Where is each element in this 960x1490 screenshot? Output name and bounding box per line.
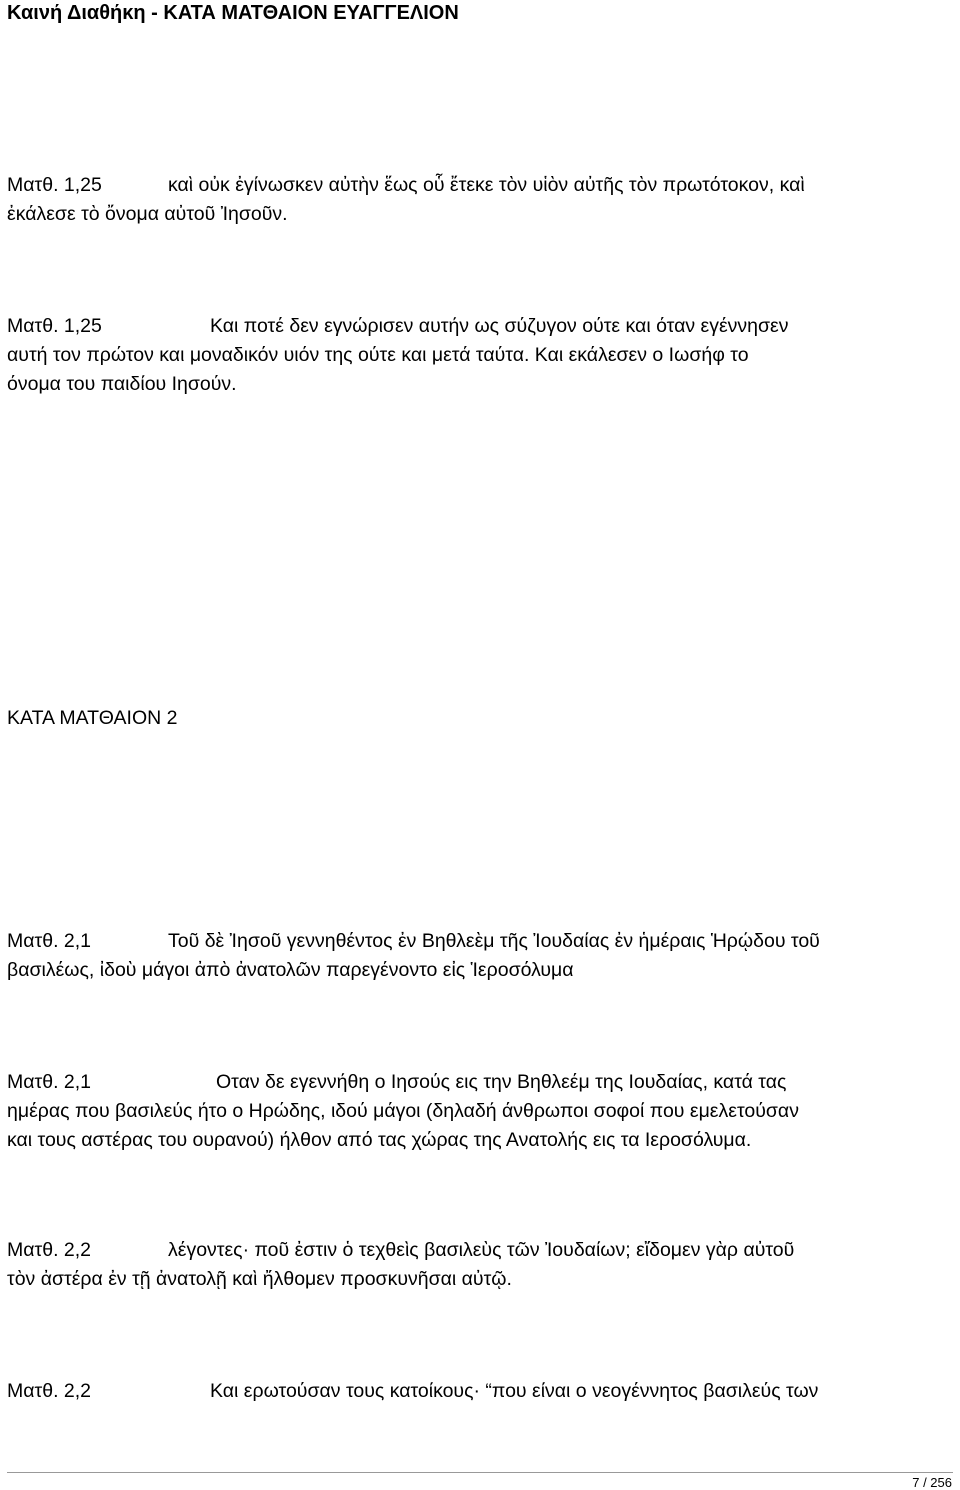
verse-line	[7, 1068, 799, 1097]
verse-ref: Ματθ. 2,1	[7, 1071, 92, 1093]
verse-line	[7, 312, 788, 341]
verse-ref: Ματθ. 2,2	[7, 1380, 92, 1402]
chapter-heading: ΚΑΤΑ ΜΑΤΘΑΙΟΝ 2	[7, 707, 178, 729]
verse-line: και τους αστέρας του ουρανού) ήλθον από τας χώρας της Ανατολής εις τα Ιεροσόλυμα.	[7, 1129, 752, 1151]
verse-line: τὸν ἀστέρα ἐν τῇ ἀνατολῇ καὶ ἤλθομεν προσκυνῆσαι αὐτῷ.	[7, 1268, 512, 1290]
verse-text: Και ποτέ δεν εγνώρισεν αυτήν ως σύζυγον ούτε και όταν εγέννησεν	[210, 315, 789, 337]
verse-line	[7, 1236, 794, 1265]
verse-block	[7, 171, 805, 229]
footer-divider	[7, 1472, 953, 1473]
page-title: Καινή Διαθήκη - ΚΑΤΑ ΜΑΤΘΑΙΟΝ ΕΥΑΓΓΕΛΙΟΝ	[7, 2, 459, 24]
verse-ref: Ματθ. 1,25	[7, 174, 102, 196]
verse-block	[7, 1068, 799, 1155]
verse-line: αυτή τον πρώτον και μοναδικόν υιόν της ούτε και μετά ταύτα. Και εκάλεσεν ο Ιωσήφ το	[7, 344, 749, 366]
verse-block	[7, 927, 820, 985]
verse-text: λέγοντες· ποῦ ἐστιν ὁ τεχθεὶς βασιλεὺς τῶν Ἰουδαίων; εἴδομεν γὰρ αὐτοῦ	[168, 1239, 795, 1261]
verse-ref: Ματθ. 1,25	[7, 315, 102, 337]
verse-text: Και ερωτούσαν τους κατοίκους· “που είναι ο νεογέννητος βασιλεύς των	[210, 1380, 819, 1402]
verse-line: ημέρας που βασιλεύς ήτο ο Ηρώδης, ιδού μάγοι (δηλαδή άνθρωποι σοφοί που εμελετούσαν	[7, 1100, 799, 1122]
verse-text: καὶ οὐκ ἐγίνωσκεν αὐτὴν ἕως οὗ ἔτεκε τὸν υἱὸν αὐτῆς τὸν πρωτότοκον, καὶ	[168, 174, 805, 196]
verse-line: όνομα του παιδίου Ιησούν.	[7, 373, 237, 395]
verse-ref: Ματθ. 2,2	[7, 1239, 92, 1261]
verse-ref: Ματθ. 2,1	[7, 930, 92, 952]
verse-block	[7, 1236, 794, 1294]
verse-block	[7, 1377, 818, 1406]
page-number: 7 / 256	[912, 1475, 952, 1490]
verse-text: Οταν δε εγεννήθη ο Ιησούς εις την Βηθλεέμ της Ιουδαίας, κατά τας	[216, 1071, 787, 1093]
verse-line	[7, 1377, 818, 1406]
verse-line	[7, 171, 805, 200]
verse-line: ἐκάλεσε τὸ ὄνομα αὐτοῦ Ἰησοῦν.	[7, 203, 288, 225]
verse-block	[7, 312, 788, 399]
verse-line	[7, 927, 820, 956]
verse-line: βασιλέως, ἰδοὺ μάγοι ἀπὸ ἀνατολῶν παρεγένοντο εἰς Ἱεροσόλυμα	[7, 959, 574, 981]
verse-text: Τοῦ δὲ Ἰησοῦ γεννηθέντος ἐν Βηθλεὲμ τῆς Ἰουδαίας ἐν ἡμέραις Ἡρῴδου τοῦ	[168, 930, 820, 952]
